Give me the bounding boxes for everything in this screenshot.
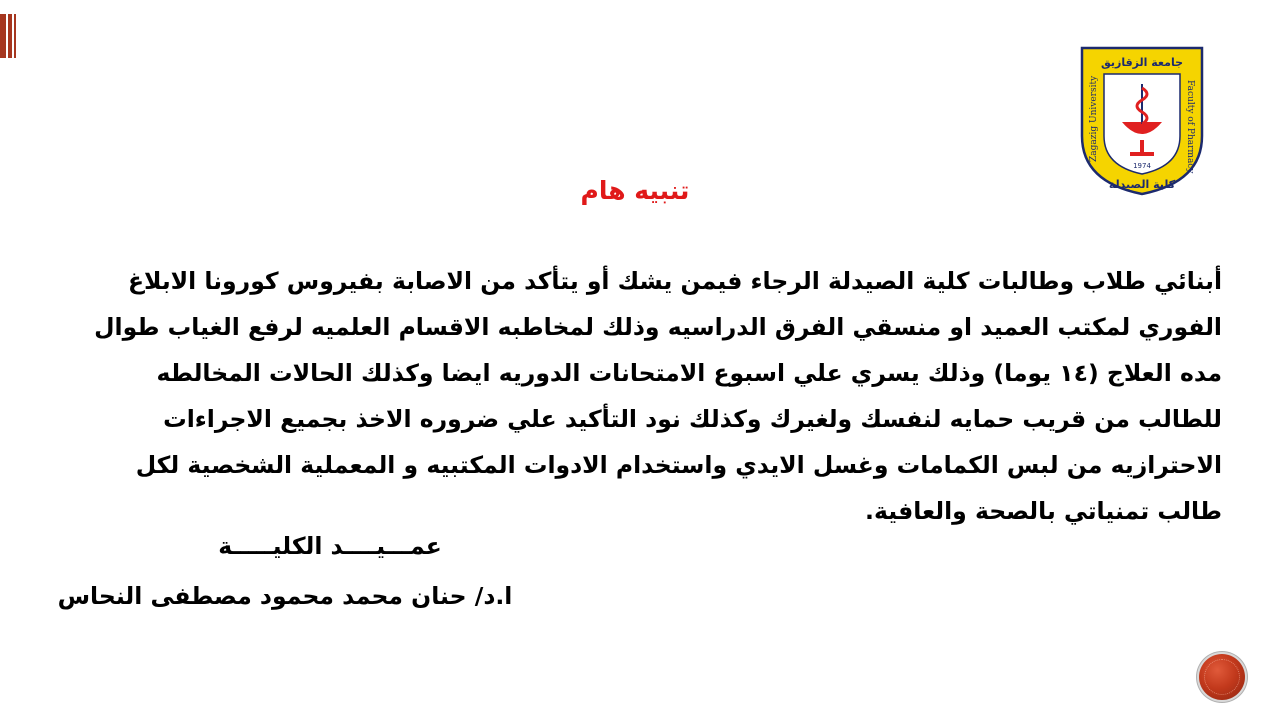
header-decoration-bar — [14, 14, 16, 58]
logo-year: 1974 — [1133, 162, 1151, 170]
faculty-logo — [1078, 44, 1206, 198]
notice-line: مده العلاج (١٤ يوما) وذلك يسري علي اسبوع الامتحانات الدوريه ايضا وكذلك الحالات المخالطه — [156, 359, 1222, 387]
next-slide-button-icon — [1204, 659, 1240, 695]
logo-arabic-bottom: كلية الصيدلة — [1108, 178, 1176, 191]
notice-title: تنبيه هام — [580, 176, 690, 205]
next-slide-button[interactable] — [1199, 654, 1245, 700]
notice-line: طالب تمنياتي بالصحة والعافية. — [865, 497, 1222, 525]
signature-title: عمـــيــــد الكليـــــة — [218, 532, 442, 560]
signature-name: ا.د/ حنان محمد محمود مصطفى النحاس — [57, 582, 513, 610]
notice-line: الاحترازيه من لبس الكمامات وغسل الايدي واستخدام الادوات المكتبيه و المعملية الشخصية لكل — [135, 451, 1222, 479]
notice-body — [50, 258, 1222, 534]
logo-english-right: Faculty of Pharmacy — [1185, 80, 1195, 174]
notice-line: الفوري لمكتب العميد او منسقي الفرق الدراسيه وذلك لمخاطبه الاقسام العلميه لرفع الغياب طوال — [94, 313, 1222, 341]
notice-line: للطالب من قريب حمايه لنفسك ولغيرك وكذلك نود التأكيد علي ضروره الاخذ بجميع الاجراءات — [163, 405, 1222, 433]
faculty-logo-emblem — [1078, 44, 1206, 198]
logo-arabic-top: جامعة الزقازيق — [1100, 56, 1184, 69]
notice-line: أبنائي طلاب وطالبات كلية الصيدلة الرجاء فيمن يشك أو يتأكد من الاصابة بفيروس كورونا الابلاغ — [127, 267, 1222, 295]
logo-english-left: Zagazig University — [1089, 75, 1099, 162]
header-decoration-bar — [8, 14, 12, 58]
header-decoration-bar — [0, 14, 6, 58]
